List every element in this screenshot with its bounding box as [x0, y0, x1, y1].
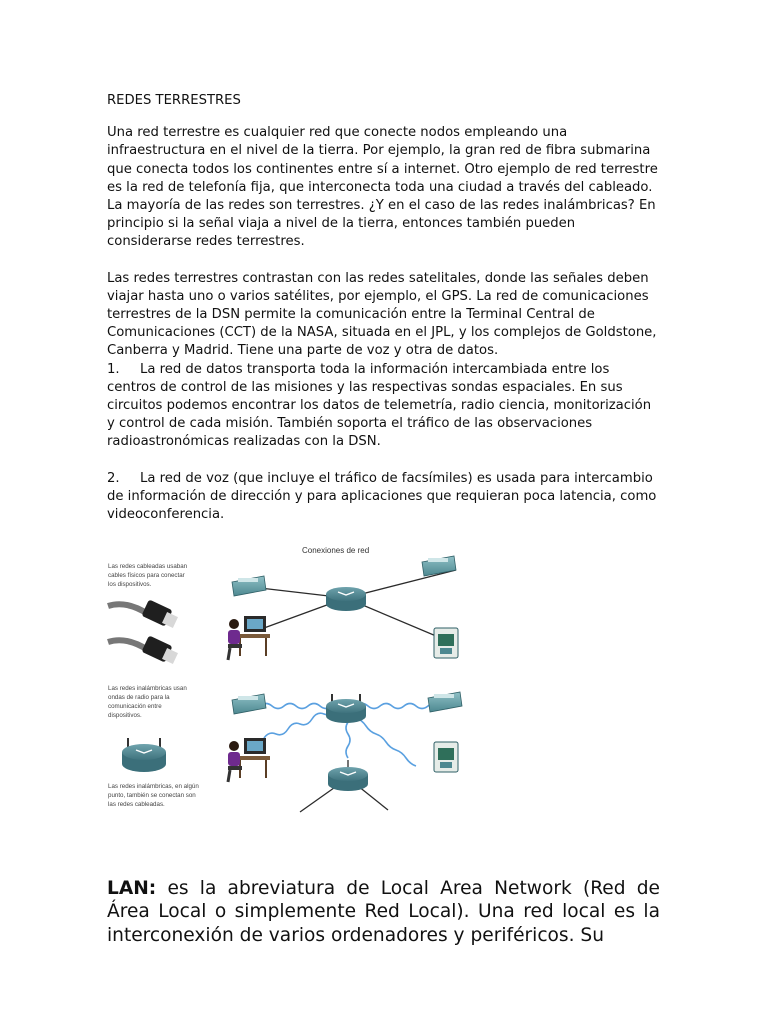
network-connections-figure — [104, 538, 482, 820]
lan-paragraph — [107, 877, 660, 948]
svg-text:cables físicos para conectar: cables físicos para conectar — [108, 572, 185, 579]
text-line: infraestructura en el nivel de la tierra. Por ejemplo, la gran red de fibra submarina — [107, 143, 651, 159]
wireless-router-icon — [122, 738, 166, 772]
ip-phone-icon — [428, 692, 462, 712]
text-line: videoconferencia. — [107, 507, 225, 523]
user-workstation-icon — [228, 616, 270, 660]
text-line: radioastronómicas realizadas con la DSN. — [107, 434, 381, 450]
text-line: La red de datos transporta toda la información intercambiada entre los — [140, 361, 610, 377]
wired-caption — [108, 563, 188, 588]
paragraph-1 — [107, 124, 659, 251]
ethernet-cable-icon — [108, 599, 178, 664]
user-workstation-icon — [228, 738, 270, 782]
list-item-1 — [107, 361, 659, 452]
text-line: Canberra y Madrid. Tiene una parte de voz y otra de datos. — [107, 343, 499, 359]
text-line: viajar hasta uno o varios satélites, por ejemplo, el GPS. La red de comunicaciones — [107, 288, 649, 304]
svg-text:los dispositivos.: los dispositivos. — [108, 581, 152, 588]
text-line: principio si la señal viaja a nivel de la tierra, entonces también pueden — [107, 216, 576, 232]
text-line: terrestres de la DSN permite la comunicación entre la Terminal Central de — [107, 307, 595, 323]
text-line: de información de dirección y para aplicaciones que requieran poca latencia, como — [107, 488, 657, 504]
wireless-caption — [108, 685, 187, 719]
text-line: y control de cada misión. También soporta el tráfico de las observaciones — [107, 416, 593, 432]
text-line: es la red de telefonía fija, que interconecta toda una ciudad a través del cableado. — [107, 179, 653, 195]
svg-text:Las redes inalámbricas, en alg: Las redes inalámbricas, en algún — [108, 783, 199, 790]
text-line: considerarse redes terrestres. — [107, 234, 305, 250]
ip-phone-icon — [422, 556, 456, 576]
svg-text:punto, también se conectan son: punto, también se conectan son — [108, 792, 196, 799]
svg-text:las redes cableadas.: las redes cableadas. — [108, 801, 165, 808]
text-line: Comunicaciones (CCT) de la NASA, situada en el JPL, y los complejos de Goldstone, — [107, 325, 657, 341]
svg-text:Las redes inalámbricas usan: Las redes inalámbricas usan — [108, 685, 187, 692]
svg-text:dispositivos.: dispositivos. — [108, 712, 142, 719]
figure-heading: Conexiones de red — [302, 546, 370, 555]
wireless-router-icon — [326, 694, 366, 723]
lan-term: LAN: — [107, 877, 157, 899]
text-line: que conecta todos los continentes entre sí a internet. Otro ejemplo de red terrestre — [107, 161, 658, 177]
router-icon — [328, 767, 368, 791]
text-line: circuitos podemos encontrar los datos de telemetría, radio ciencia, monitorización — [107, 398, 652, 414]
text-line: La red de voz (que incluye el tráfico de facsímiles) es usada para intercambio — [140, 470, 653, 486]
svg-text:ondas de radio para la: ondas de radio para la — [108, 694, 170, 701]
ip-phone-icon — [232, 694, 266, 714]
router-icon — [326, 587, 366, 611]
lan-definition: es la abreviatura de Local Area Network (Red de Área Local o simplemente Red Local). Una red local es la interconexión de varios ordenadores y periféricos. Su — [107, 877, 660, 946]
svg-text:Las redes cableadas usaban: Las redes cableadas usaban — [108, 563, 188, 570]
text-line: centros de control de las misiones y las respectivas sondas espaciales. En sus — [107, 379, 623, 395]
video-phone-icon — [434, 628, 458, 658]
text-line: Una red terrestre es cualquier red que conecte nodos empleando una — [107, 125, 568, 141]
list-number: 2. — [107, 470, 120, 486]
page-title: REDES TERRESTRES — [107, 93, 241, 108]
mixed-caption — [108, 783, 199, 808]
paragraph-2 — [107, 270, 659, 361]
list-item-2 — [107, 470, 659, 525]
video-phone-icon — [434, 742, 458, 772]
ip-phone-icon — [232, 576, 266, 596]
list-number: 1. — [107, 361, 120, 377]
text-line: La mayoría de las redes son terrestres. ¿Y en el caso de las redes inalámbricas? En — [107, 198, 656, 214]
svg-text:comunicación entre: comunicación entre — [108, 703, 162, 710]
text-line: Las redes terrestres contrastan con las redes satelitales, donde las señales deben — [107, 270, 649, 286]
document-body — [107, 92, 659, 524]
